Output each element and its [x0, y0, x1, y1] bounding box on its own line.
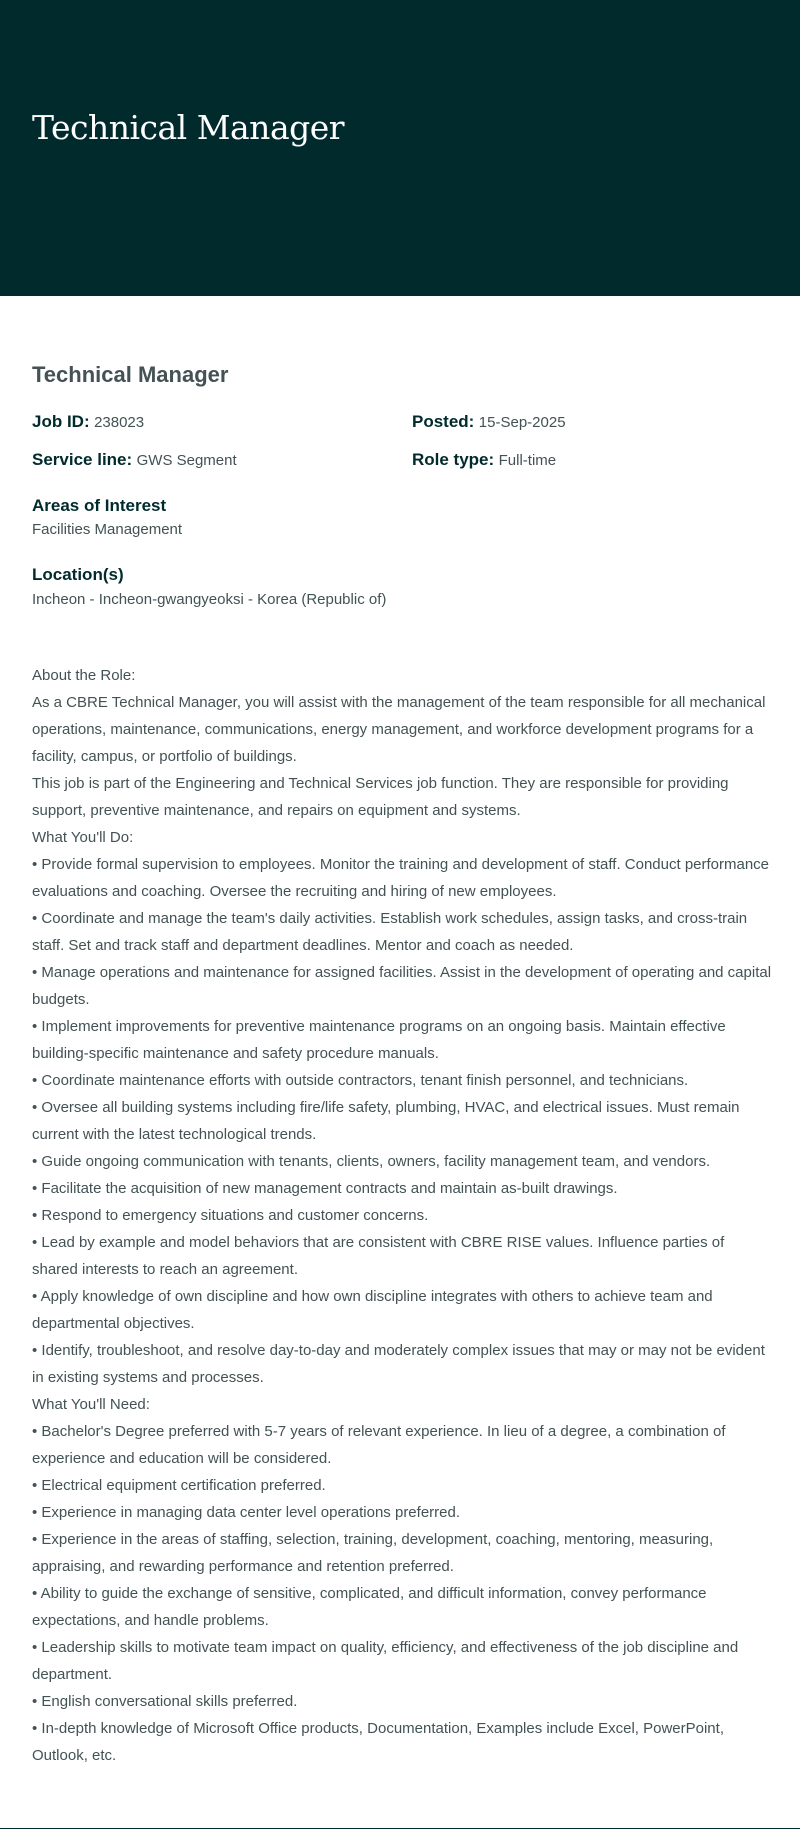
posted-field: [412, 412, 566, 432]
description-paragraph: • Electrical equipment certification preferred.: [32, 1477, 326, 1494]
description-paragraph: About the Role:: [32, 667, 136, 684]
job-heading: Technical Manager: [32, 362, 229, 387]
areas-of-interest-value: Facilities Management: [32, 521, 183, 538]
description-paragraph: What You'll Do:: [32, 829, 134, 846]
service-line-label: Service line:: [32, 450, 133, 469]
job-id-value: 238023: [94, 414, 145, 431]
description-paragraph: • Lead by example and model behaviors that are consistent with CBRE RISE values. Influence parties of shared interests to reach an agreement.: [32, 1234, 725, 1278]
description-paragraph: • Oversee all building systems including fire/life safety, plumbing, HVAC, and electrical issues. Must remain current with the latest technological trends.: [32, 1099, 740, 1143]
role-type-label: Role type:: [412, 450, 495, 469]
description-paragraph: This job is part of the Engineering and Technical Services job function. They are responsible for providing support, preventive maintenance, and repairs on equipment and systems.: [32, 775, 729, 819]
description-paragraph: • Identify, troubleshoot, and resolve day-to-day and moderately complex issues that may or may not be evident in existing systems and processes.: [32, 1342, 765, 1386]
description-paragraph: • Leadership skills to motivate team impact on quality, efficiency, and effectiveness of the job discipline and department.: [32, 1639, 739, 1683]
job-id-field: [32, 412, 144, 432]
service-line-value: GWS Segment: [136, 452, 237, 469]
description-paragraph: • Bachelor's Degree preferred with 5-7 years of relevant experience. In lieu of a degree, a combination of experience and education will be considered.: [32, 1423, 726, 1467]
description-paragraph: • In-depth knowledge of Microsoft Office products, Documentation, Examples include Excel, PowerPoint, Outlook, etc.: [32, 1720, 724, 1764]
service-line-field: [32, 450, 237, 470]
areas-of-interest-label: Areas of Interest: [32, 496, 167, 515]
locations-value: Incheon - Incheon-gwangyeoksi - Korea (Republic of): [32, 591, 387, 608]
description-paragraph: • Implement improvements for preventive maintenance programs on an ongoing basis. Maintain effective building-specific maintenance and safety procedure manuals.: [32, 1018, 726, 1062]
description-paragraph: • Ability to guide the exchange of sensitive, complicated, and difficult information, convey performance expectations, and handle problems.: [32, 1585, 707, 1629]
posted-value: 15-Sep-2025: [478, 414, 566, 431]
job-description: [32, 662, 772, 1769]
hero-banner: [0, 0, 800, 296]
description-paragraph: • Manage operations and maintenance for assigned facilities. Assist in the development of operating and capital budgets.: [32, 964, 772, 1008]
role-type-value: Full-time: [498, 452, 557, 469]
description-paragraph: • Facilitate the acquisition of new management contracts and maintain as-built drawings.: [32, 1180, 618, 1197]
role-type-field: [412, 450, 556, 470]
description-paragraph: • Experience in the areas of staffing, selection, training, development, coaching, mentoring, measuring, appraising, and rewarding performance and retention preferred.: [32, 1531, 714, 1575]
description-paragraph: • Guide ongoing communication with tenants, clients, owners, facility management team, and vendors.: [32, 1153, 711, 1170]
description-paragraph: • English conversational skills preferred.: [32, 1693, 298, 1710]
locations-label: Location(s): [32, 565, 124, 584]
description-paragraph: As a CBRE Technical Manager, you will assist with the management of the team responsible for all mechanical operations, maintenance, communications, energy management, and workforce development programs for a facility, campus, or portfolio of buildings.: [32, 694, 766, 765]
description-paragraph: • Experience in managing data center level operations preferred.: [32, 1504, 461, 1521]
job-id-label: Job ID:: [32, 412, 90, 431]
description-paragraph: • Respond to emergency situations and customer concerns.: [32, 1207, 429, 1224]
posted-label: Posted:: [412, 412, 475, 431]
hero-title: Technical Manager: [32, 108, 345, 147]
description-paragraph: • Coordinate and manage the team's daily activities. Establish work schedules, assign tasks, and cross-train staff. Set and track staff and department deadlines. Mentor and coach as needed.: [32, 910, 748, 954]
description-paragraph: • Coordinate maintenance efforts with outside contractors, tenant finish personnel, and technicians.: [32, 1072, 689, 1089]
description-paragraph: What You'll Need:: [32, 1396, 150, 1413]
description-paragraph: • Provide formal supervision to employees. Monitor the training and development of staff. Conduct performance evaluations and coaching. Oversee the recruiting and hiring of new employees.: [32, 856, 770, 900]
description-paragraph: • Apply knowledge of own discipline and how own discipline integrates with others to achieve team and departmental objectives.: [32, 1288, 713, 1332]
footer-divider: [0, 1828, 800, 1829]
